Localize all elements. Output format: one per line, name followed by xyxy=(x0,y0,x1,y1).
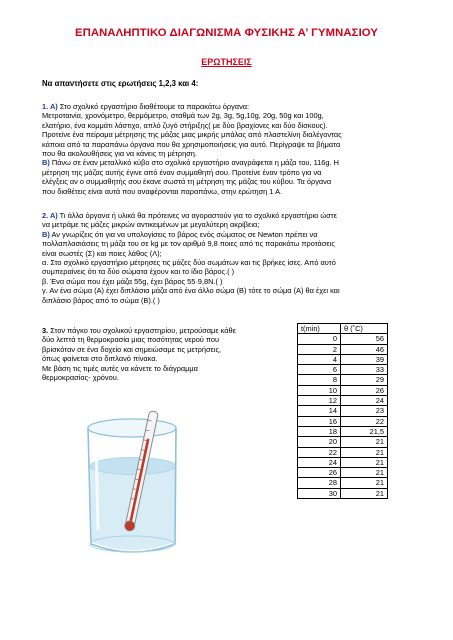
q3-line: δύο λεπτά τη θερμοκρασία μιας ποσότητας νερού που xyxy=(42,335,220,345)
temperature-cell: 21 xyxy=(341,447,388,457)
question-3 xyxy=(42,326,288,382)
temperature-cell: 46 xyxy=(341,344,388,354)
q1b-line xyxy=(42,158,422,167)
time-cell: 26 xyxy=(298,468,341,478)
q1b-line: ελέγξεις αν ο συμμαθητής σου έκανε σωστά τη μέτρηση της μάζας του κύβου. Τα όργανα xyxy=(42,177,332,187)
table-header-row xyxy=(298,324,388,334)
q2b-line: είναι σωστές (Σ) και ποιες λάθος (Λ); xyxy=(42,248,162,258)
q2b-line: γ. Αν ένα σώμα (Α) έχει διπλάσια μάζα από ένα άλλο σώμα (Β) τότε το σώμα (Α) θα έχει και xyxy=(42,286,340,296)
q2-label: 2. Α) xyxy=(42,211,58,220)
q2b-line: α. Στο σχολικό εργαστήριο μέτρησες τις μάζες δύο σωμάτων και τις βρήκες ίσες. Από αυτό xyxy=(42,258,336,268)
q2-line xyxy=(42,211,422,220)
temperature-table xyxy=(297,323,388,499)
q1-line: κάποια από τα παραπάνω όργανα που θα χρησιμοποιήσεις για αυτό. Περίγραψε τα βήματα xyxy=(42,139,341,149)
temperature-cell: 21 xyxy=(341,468,388,478)
time-cell: 20 xyxy=(298,437,341,447)
temperature-cell: 39 xyxy=(341,354,388,364)
time-cell: 10 xyxy=(298,385,341,395)
q1b-line: που διαθέτεις είναι αυτά που αναφέρονται παραπάνω, στην ερώτηση 1 Α. xyxy=(42,186,283,196)
q2-line: να μετράμε τις μάζες μικρών αντικειμένων με μεγαλύτερη ακρίβεια; xyxy=(42,220,260,230)
q2b-line: β. Ένα σώμα που έχει μάζα 55g, έχει βάρος 55·9,8Ν.( ) xyxy=(42,276,223,286)
temperature-cell: 24 xyxy=(341,396,388,406)
table-row xyxy=(298,478,388,488)
temperature-cell: 22 xyxy=(341,416,388,426)
table-row xyxy=(298,416,388,426)
page-title: ΕΠΑΝΑΛΗΠΤΙΚΟ ΔΙΑΓΩΝΙΣΜΑ ΦΥΣΙΚΗΣ Α’ ΓΥΜΝΑΣΙΟΥ xyxy=(74,27,379,39)
q2b-line: συμπεραίνεις ότι τα δύο σώματα έχουν και το ίδιο βάρος.( ) xyxy=(42,267,235,277)
instructions: Να απαντήσετε στις ερωτήσεις 1,2,3 και 4: xyxy=(42,79,199,88)
question-2 xyxy=(42,211,422,305)
table-row xyxy=(298,344,388,354)
table-row xyxy=(298,334,388,344)
q3-line: θερμοκρασίας- χρόνου. xyxy=(42,373,119,383)
table-row xyxy=(298,437,388,447)
q2b-label: Β) xyxy=(42,229,50,239)
temperature-header: θ (˚C) xyxy=(341,324,388,334)
table-row xyxy=(298,468,388,478)
q2b-text: Αν γνωρίζεις ότι για να υπολογίσεις το βάρος ενός σώματος σε Newton πρέπει να xyxy=(51,229,318,239)
beaker-with-thermometer-image xyxy=(80,410,185,560)
time-cell: 12 xyxy=(298,396,341,406)
q2b-line xyxy=(42,230,422,239)
table-row xyxy=(298,457,388,467)
q3-line: Με βάση τις τιμές αυτές να κάνετε το διάγραμμα xyxy=(42,363,198,373)
time-cell: 8 xyxy=(298,375,341,385)
time-cell: 16 xyxy=(298,416,341,426)
q3-line: όπως φαίνεται στο διπλανό πίνακα. xyxy=(42,354,158,364)
q2b-line: πολλαπλασιάσεις τη μάζα του σε kg με τον αριθμό 9,8 ποιες από τις παρακάτω προτάσεις xyxy=(42,239,335,249)
temperature-cell: 21,5 xyxy=(341,426,388,436)
time-cell: 22 xyxy=(298,447,341,457)
q2b-line: διπλάσιο βάρος από το σώμα (Β).( ) xyxy=(42,295,160,305)
time-cell: 6 xyxy=(298,365,341,375)
table-row xyxy=(298,365,388,375)
q3-text: Στον πάγκο του σχολικού εργαστηρίου, μετρούσαμε κάθε xyxy=(50,326,236,335)
q1-line: Προτείνε ένα πείραμα μέτρησης της μάζας μιας μικρής μπάλας από πλαστελίνη διαλέγοντας xyxy=(42,130,342,140)
q3-line: βρίσκόταν σε ένα δοχείο και σημειώσαμε τις μετρήσεις, xyxy=(42,344,222,354)
temperature-cell: 23 xyxy=(341,406,388,416)
q1-line: που θα ακολουθήσεις για να κάνεις τη μέτρηση. xyxy=(42,149,197,159)
time-cell: 14 xyxy=(298,406,341,416)
temperature-cell: 21 xyxy=(341,488,388,498)
q1-line: ελατήριο, ένα κομμάτι λάστιχο, απλό ζυγό στήριξης( με δύο βραχίονες και δύο δίσκους). xyxy=(42,120,328,130)
table-row xyxy=(298,426,388,436)
time-cell: 30 xyxy=(298,488,341,498)
table-row xyxy=(298,406,388,416)
temperature-cell: 21 xyxy=(341,437,388,447)
time-cell: 0 xyxy=(298,334,341,344)
temperature-cell: 33 xyxy=(341,365,388,375)
time-cell: 24 xyxy=(298,457,341,467)
q1-label: 1. Α) xyxy=(42,102,58,111)
q2-text: Τι άλλα όργανα ή υλικά θα πρότεινες να αγοραστούν για το σχολικό εργαστήριο ώστε xyxy=(59,211,337,220)
temperature-cell: 26 xyxy=(341,385,388,395)
table-row xyxy=(298,488,388,498)
temperature-cell: 29 xyxy=(341,375,388,385)
q1b-label: Β) xyxy=(42,158,50,168)
time-cell: 18 xyxy=(298,426,341,436)
time-cell: 4 xyxy=(298,354,341,364)
table-row xyxy=(298,447,388,457)
q1b-text: Πάνω σε έναν μεταλλικό κύβο στο σχολικό εργαστήριο αναγράφεται η μάζα του, 116g. Η xyxy=(51,158,339,168)
temperature-cell: 21 xyxy=(341,478,388,488)
q3-label: 3. xyxy=(42,326,49,335)
section-heading: ΕΡΩΤΗΣΕΙΣ xyxy=(201,57,252,67)
time-cell: 28 xyxy=(298,478,341,488)
q1-line: Μετροταινία, χρονόμετρο, θερμόμετρο, σταθμά των 2g, 3g, 5g,10g, 20g, 50g και 100g, xyxy=(42,111,324,121)
temperature-cell: 21 xyxy=(341,457,388,467)
q1b-line: μέτρηση της μάζας αυτής έγινε από έναν συμμαθητή σου. Προτείνε έναν τρόπο για να xyxy=(42,167,322,177)
table-row xyxy=(298,375,388,385)
temperature-cell: 56 xyxy=(341,334,388,344)
time-cell: 2 xyxy=(298,344,341,354)
time-header: t(min) xyxy=(298,324,341,334)
table-row xyxy=(298,396,388,406)
table-row xyxy=(298,354,388,364)
q1-line xyxy=(42,102,422,111)
q1-text: Στο σχολικό εργαστήριο διαθέτουμε τα παρακάτω όργανα: xyxy=(59,102,250,111)
table-row xyxy=(298,385,388,395)
question-1 xyxy=(42,102,422,196)
q3-line xyxy=(42,326,288,335)
